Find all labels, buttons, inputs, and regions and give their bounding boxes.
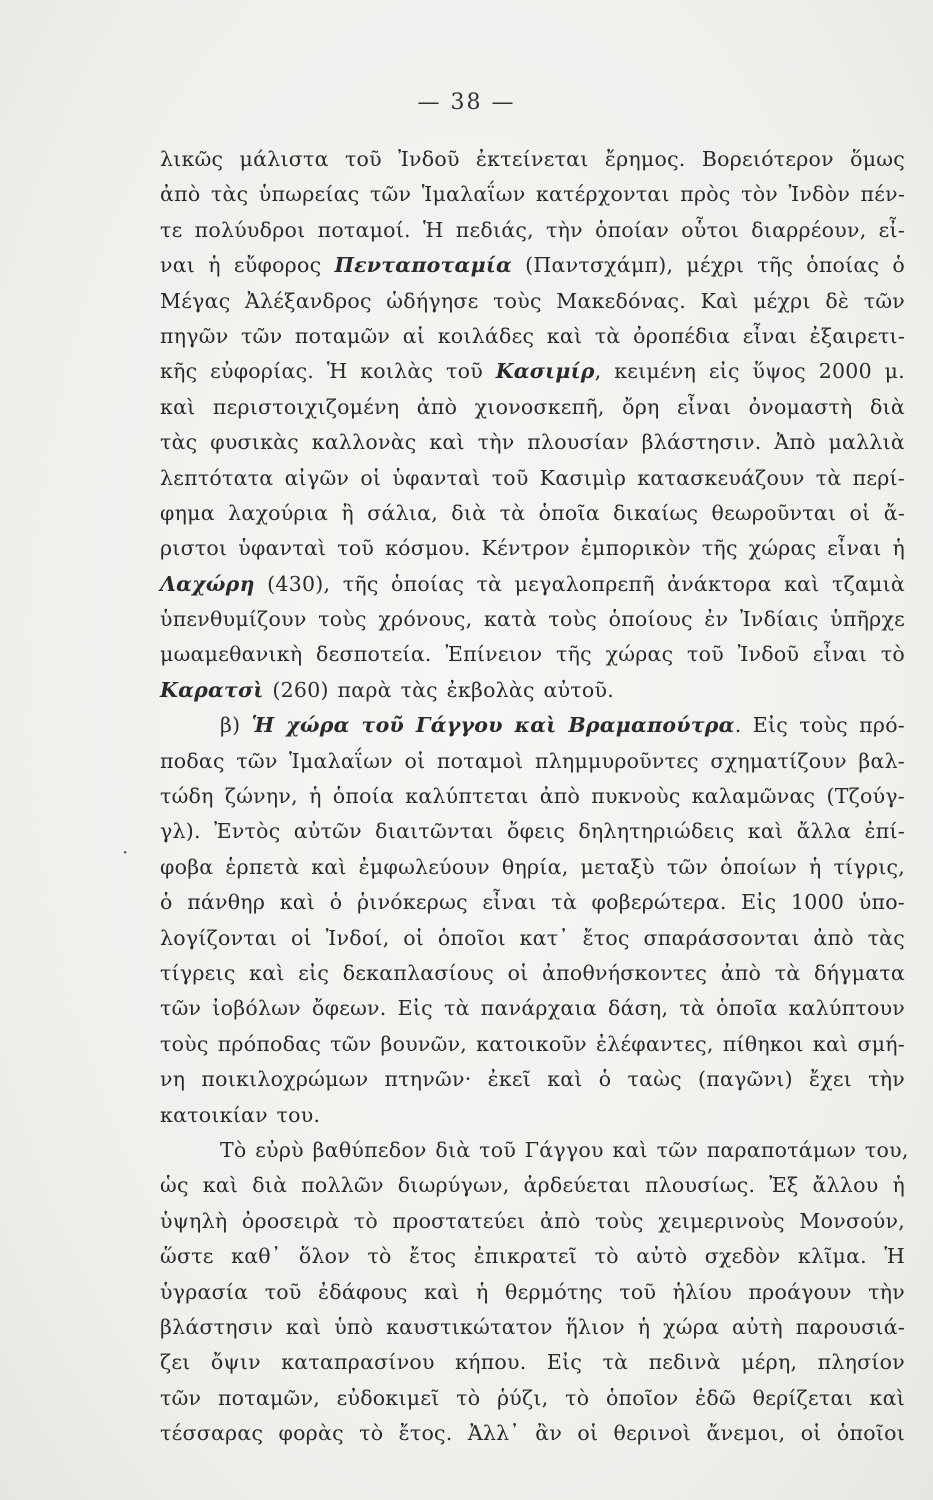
text-line xyxy=(160,354,905,389)
text-line: τίγρεις καὶ εἰς δεκαπλασίους οἱ ἀποθνήσκοντες ἀπὸ τὰ δήγματα xyxy=(160,960,905,985)
text-line: νη ποικιλοχρώμων πτηνῶν· ἐκεῖ καὶ ὁ ταὼς (παγῶνι) ἔχει τὴν xyxy=(160,1067,905,1092)
text-line: πηγῶν τῶν ποταμῶν αἱ κοιλάδες καὶ τὰ ὀροπέδια εἶναι ἐξαιρετι- xyxy=(160,323,905,348)
text-line: τοὺς πρόποδας τῶν βουνῶν, κατοικοῦν ἐλέφαντες, πίθηκοι καὶ σμή- xyxy=(160,1031,905,1056)
line-text: (260) παρὰ τὰς ἐκβολὰς αὐτοῦ. xyxy=(263,677,614,702)
emphasized-term: Καρατσὶ xyxy=(160,677,264,702)
emphasized-term: Πενταποταμία xyxy=(334,253,513,278)
text-line: ὑπενθυμίζουν τοὺς χρόνους, κατὰ τοὺς ὁποίους ἐν Ἰνδίαις ὑπῆρχε xyxy=(160,607,905,632)
text-line: ὁ πάνθηρ καὶ ὁ ῥινόκερως εἶναι τὰ φοβερώτερα. Εἰς 1000 ὑπο- xyxy=(160,890,905,915)
text-line xyxy=(160,673,905,708)
line-text: , κειμένη εἰς ὕψος 2000 μ. xyxy=(594,359,905,384)
text-line: ριστοι ὑφανταὶ τοῦ κόσμου. Κέντρον ἐμπορικὸν τῆς χώρας εἶναι ἡ xyxy=(160,536,905,561)
text-line xyxy=(160,708,905,743)
line-text: ναι ἡ εὔφορος xyxy=(160,253,335,278)
text-line: ὡς καὶ διὰ πολλῶν διωρύγων, ἀρδεύεται πλουσίως. Ἐξ ἄλλου ἡ xyxy=(160,1173,905,1198)
text-line: ὑγρασία τοῦ ἐδάφους καὶ ἡ θερμότης τοῦ ἡλίου προάγουν τὴν xyxy=(160,1279,905,1304)
text-line: τῶν ποταμῶν, εὐδοκιμεῖ τὸ ῥύζι, τὸ ὁποῖον ἐδῶ θερίζεται καὶ xyxy=(160,1385,905,1410)
text-line: κατοικίαν του. xyxy=(160,1102,321,1127)
text-line: τώδη ζώνην, ἡ ὁποία καλύπτεται ἀπὸ πυκνοὺς καλαμῶνας (Τζούγ- xyxy=(160,784,905,809)
emphasized-term: Κασιμίρ xyxy=(495,359,595,384)
body-text xyxy=(160,142,909,1451)
text-line: ὥστε καθ᾽ ὅλον τὸ ἔτος ἐπικρατεῖ τὸ αὐτὸ σχεδὸν κλῖμα. Ἡ xyxy=(160,1244,905,1269)
text-line: βλάστησιν καὶ ὑπὸ καυστικώτατον ἥλιον ἡ χώρα αὐτὴ παρουσιά- xyxy=(160,1314,905,1339)
page-number: — 38 — xyxy=(417,90,516,115)
text-line: τέσσαρας φορὰς τὸ ἔτος. Ἀλλ᾽ ἂν οἱ θερινοὶ ἄνεμοι, οἱ ὁποῖοι xyxy=(160,1421,905,1446)
line-text: β) xyxy=(220,713,252,738)
margin-mark: · xyxy=(122,840,129,864)
text-line: καὶ περιστοιχιζομένη ἀπὸ χιονοσκεπῆ, ὄρη εἶναι ὀνομαστὴ διὰ xyxy=(160,394,905,419)
line-text: (430), τῆς ὁποίας τὰ μεγαλοπρεπῆ ἀνάκτορα καὶ τζαμιὰ xyxy=(254,571,905,596)
text-line: ἀπὸ τὰς ὑπωρείας τῶν Ἱμαλαΐων κατέρχονται πρὸς τὸν Ἰνδὸν πέν- xyxy=(160,182,905,207)
line-text: κῆς εὐφορίας. Ἡ κοιλὰς τοῦ xyxy=(160,359,496,384)
line-text: . Εἰς τοὺς πρό- xyxy=(734,713,905,738)
line-text: (Παντσχάμπ), μέχρι τῆς ὁποίας ὁ xyxy=(512,253,905,278)
text-line: τῶν ἰοβόλων ὄφεων. Εἰς τὰ πανάρχαια δάση, τὰ ὁποῖα καλύπτουν xyxy=(160,996,905,1021)
text-line: γλ). Ἐντὸς αὐτῶν διαιτῶνται ὄφεις δηλητηριώδεις καὶ ἄλλα ἐπί- xyxy=(160,819,905,844)
text-line: τὰς φυσικὰς καλλονὰς καὶ τὴν πλουσίαν βλάστησιν. Ἀπὸ μαλλιὰ xyxy=(160,430,905,455)
emphasized-term: Λαχώρη xyxy=(160,571,255,596)
text-line: φημα λαχούρια ἢ σάλια, διὰ τὰ ὁποῖα δικαίως θεωροῦνται οἱ ἄ- xyxy=(160,500,905,525)
text-line: λογίζονται οἱ Ἰνδοί, οἱ ὁποῖοι κατ᾽ ἔτος σπαράσσονται ἀπὸ τὰς xyxy=(160,925,905,950)
text-line: ζει ὄψιν καταπρασίνου κήπου. Εἰς τὰ πεδινὰ μέρη, πλησίον xyxy=(160,1350,905,1375)
text-line: φοβα ἑρπετὰ καὶ ἐμφωλεύουν θηρία, μεταξὺ τῶν ὁποίων ἡ τίγρις, xyxy=(160,854,905,879)
text-line: Τὸ εὐρὺ βαθύπεδον διὰ τοῦ Γάγγου καὶ τῶν παραποτάμων του, xyxy=(220,1137,909,1162)
text-line xyxy=(160,248,905,283)
text-line: τε πολύυδροι ποταμοί. Ἡ πεδιάς, τὴν ὁποίαν οὗτοι διαρρέουν, εἶ- xyxy=(160,217,905,242)
text-line: ποδας τῶν Ἱμαλαΐων οἱ ποταμοὶ πλημμυροῦντες σχηματίζουν βαλ- xyxy=(160,748,905,773)
text-line: μωαμεθανικὴ δεσποτεία. Ἐπίνειον τῆς χώρας τοῦ Ἰνδοῦ εἶναι τὸ xyxy=(160,642,905,667)
text-line: Μέγας Ἀλέξανδρος ὡδήγησε τοὺς Μακεδόνας. Καὶ μέχρι δὲ τῶν xyxy=(160,288,905,313)
text-line xyxy=(160,567,905,602)
text-line: λεπτότατα αἰγῶν οἱ ὑφανταὶ τοῦ Κασιμὶρ κατασκευάζουν τὰ περί- xyxy=(160,465,905,490)
text-line: ὑψηλὴ ὀροσειρὰ τὸ προστατεύει ἀπὸ τοὺς χειμερινοὺς Μονσούν, xyxy=(160,1208,905,1233)
text-line: λικῶς μάλιστα τοῦ Ἰνδοῦ ἐκτείνεται ἔρημος. Βορειότερον ὅμως xyxy=(160,147,905,171)
emphasized-term: Ἡ χώρα τοῦ Γάγγου καὶ Βραμαπούτρα xyxy=(251,713,735,738)
